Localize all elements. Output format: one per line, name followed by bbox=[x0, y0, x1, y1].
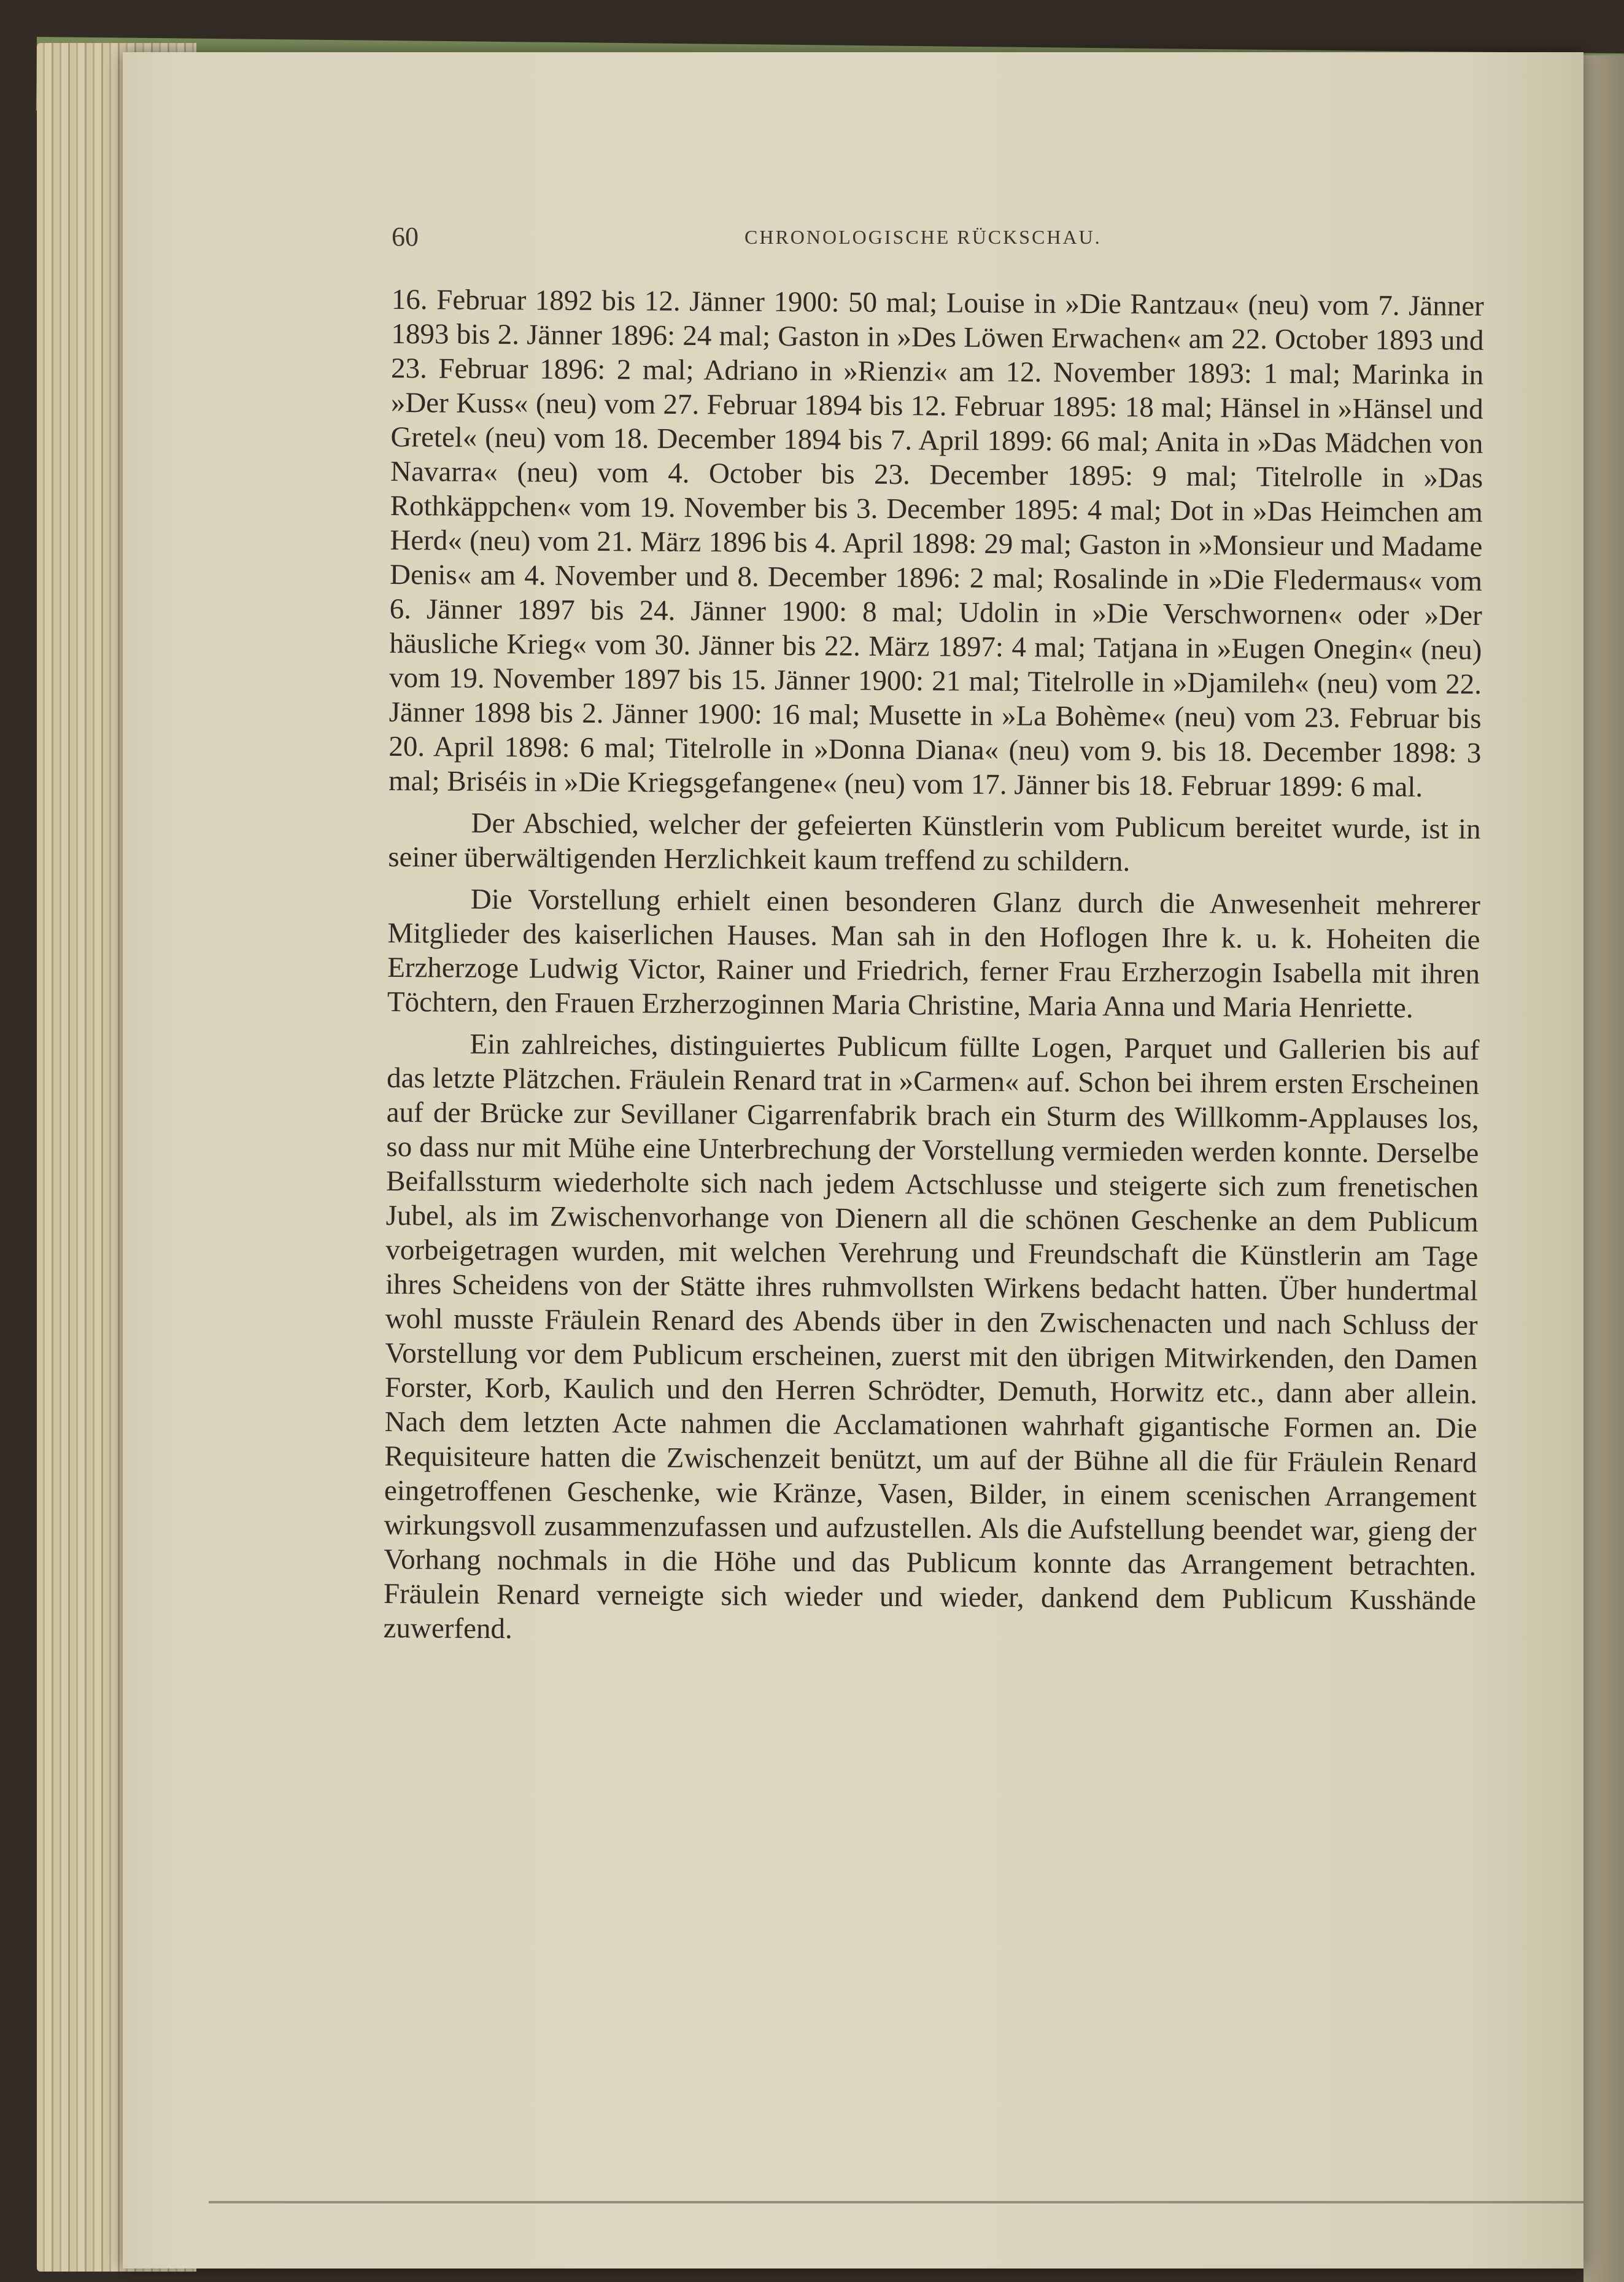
body-text bbox=[381, 282, 1484, 2131]
paragraph-performance: Die Vorstellung erhielt einen besonderen Glanz durch die Anwesenheit mehrerer Mitglieder des kaiserlichen Hauses. Man sah in den Hoflogen Ihre k. u. k. Hoheiten die Erzherzoge Ludwig Victor, Rainer und Friedrich, ferner Frau Erzherzogin Isabella mit ihren Töchtern, den Frauen Erzherzoginnen Maria Christine, Maria Anna und Maria Henriette. bbox=[387, 883, 1480, 1025]
paragraph-farewell: Der Abschied, welcher der gefeierten Künstlerin vom Publicum bereitet wurde, ist in seiner überwältigenden Herzlichkeit kaum treffend zu schildern. bbox=[388, 807, 1481, 878]
page-number: 60 bbox=[392, 222, 419, 252]
paragraph-audience: Ein zahlreiches, distinguiertes Publicum füllte Logen, Parquet und Gallerien bis auf das letzte Plätzchen. Fräulein Renard trat in »Carmen« auf. Schon bei ihrem ersten Erscheinen auf der Brücke zur Sevillaner Cigarrenfabrik brach ein Sturm des Willkomm-Applauses los, so dass nur mit Mühe eine Unterbrechung der Vorstellung vermieden werden konnte. Derselbe Beifallssturm wiederholte sich nach jedem Actschlusse und steigerte sich zum frenetischen Jubel, als im Zwischenvorhange von Dienern all die schönen Geschenke an dem Publicum vorbeigetragen wurden, mit welchen Verehrung und Freundschaft die Künstlerin am Tage ihres Scheidens von der Stätte ihres ruhmvollsten Wirkens bedacht hatten. Über hundertmal wohl musste Fräulein Renard des Abends über in den Zwischenacten und nach Schluss der Vorstellung vor dem Publicum erscheinen, zuerst mit den übrigen Mitwirkenden, den Damen Forster, Korb, Kaulich und den Herren Schrödter, Demuth, Horwitz etc., dann aber allein. Nach dem letzten Acte nahmen die Acclamationen wahrhaft gigantische Formen an. Die Requisiteure hatten die Zwischenzeit benützt, um auf der Bühne all die für Fräulein Renard eingetroffenen Geschenke, wie Kränze, Vasen, Bilder, in einem scenischen Arrangement wirkungsvoll zusammenzufassen und aufzustellen. Als die Aufstellung beendet war, gieng der Vorhang nochmals in die Höhe und das Publicum konnte das Arrangement betrachten. Fräulein Renard verneigte sich wieder und wieder, dankend dem Publicum Kusshände zuwerfend. bbox=[383, 1028, 1480, 1645]
page-header bbox=[392, 221, 1478, 258]
page-bottom-edge bbox=[209, 2201, 1583, 2203]
paragraph-role-list: 16. Februar 1892 bis 12. Jänner 1900: 50 mal; Louise in »Die Rantzau« (neu) vom 7. Jänner 1893 bis 2. Jänner 1896: 24 mal; Gaston in »Des Löwen Erwachen« am 22. October 1893 und 23. Februar 1896: 2 mal; Adriano in »Rienzi« am 12. November 1893: 1 mal; Marinka in »Der Kuss« (neu) vom 27. Februar 1894 bis 12. Februar 1895: 18 mal; Hänsel in »Hänsel und Gretel« (neu) vom 18. December 1894 bis 7. April 1899: 66 mal; Anita in »Das Mädchen von Navarra« (neu) vom 4. October bis 23. December 1895: 9 mal; Titelrolle in »Das Rothkäppchen« vom 19. November bis 3. December 1895: 4 mal; Dot in »Das Heimchen am Herd« (neu) vom 21. März 1896 bis 4. April 1898: 29 mal; Gaston in »Monsieur und Madame Denis« am 4. November und 8. December 1896: 2 mal; Rosalinde in »Die Fledermaus« vom 6. Jänner 1897 bis 24. Jänner 1900: 8 mal; Udolin in »Die Verschwornen« oder »Der häusliche Krieg« vom 30. Jänner bis 22. März 1897: 4 mal; Tatjana in »Eugen Onegin« (neu) vom 19. November 1897 bis 15. Jänner 1900: 21 mal; Titelrolle in »Djamileh« (neu) vom 22. Jänner 1898 bis 2. Jänner 1900: 16 mal; Musette in »La Bohème« (neu) vom 23. Februar bis 20. April 1898: 6 mal; Titelrolle in »Donna Diana« (neu) vom 9. bis 18. December 1898: 3 mal; Briséis in »Die Kriegsgefangene« (neu) vom 17. Jänner bis 18. Februar 1899: 6 mal. bbox=[388, 283, 1484, 804]
running-head: CHRONOLOGISCHE RÜCKSCHAU. bbox=[744, 226, 1102, 248]
facing-page-edge bbox=[1583, 55, 1624, 2282]
